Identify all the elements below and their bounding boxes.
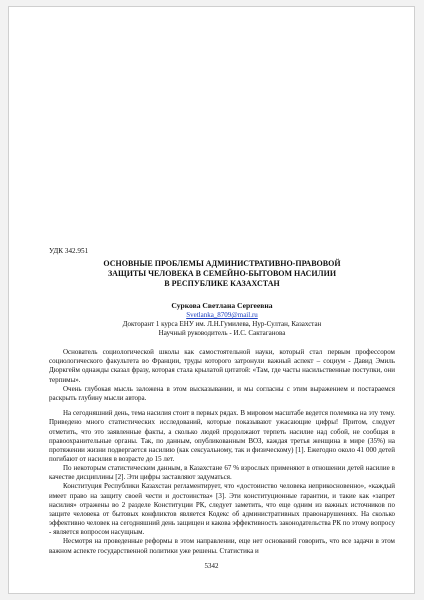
author-affiliation: Докторант 1 курса ЕНУ им. Л.Н.Гумилева, Нур-Султан, Казахстан	[122, 320, 322, 328]
body-paragraph: На сегодняшний день, тема насилия стоит в первых рядах. В мировом масштабе ведется полемика на эту тему. Приведено много статистических исследований, которые показывают ужасающие цифры! Притом, следует отметить, что это заявленные факты, а сколько людей продолжают терпеть насилие над собой, не сообщая в правоохранительные органы. Так, по данным, опубликованным ВОЗ, каждая третья женщина в мире (35%) на протяжении жизни подвергается насилию (как сексуальному, так и физическому) [1]. Ежегодно около 41 000 детей погибают от насилия в возрасте до 15 лет.	[49, 409, 395, 463]
title-line: ЗАЩИТЫ ЧЕЛОВЕКА В СЕМЕЙНО-БЫТОВОМ НАСИЛИИ	[107, 268, 337, 278]
udk-code: УДК 342.951	[49, 247, 89, 255]
body-paragraph: Конституция Республики Казахстан регламентирует, что «достоинство человека неприкосновенно», «каждый имеет право на защиту своей чести и достоинства» [3]. Эти конституционные гарантии, и такие как «запрет насилия» отражены во 2 разделе Конституции РК, следует заметить, что еще одним из важных источников по защите человека от бытовых конфликтов является Кодекс об административных правонарушениях. На сколько эффективно человек на сегодняшний день защищен и какова эффективность законодательства РК по этому вопросу - является вопросом насущным.	[49, 482, 395, 537]
body-paragraph: Несмотря на проведенные реформы в этом направлении, еще нет оснований говорить, что все задачи в этом важном аспекте государственной политики уже решены. Статистика и	[49, 537, 395, 555]
article-content	[49, 247, 395, 556]
epigraph-comment: Очень глубокая мысль заложена в этом высказывании, и мы согласны с этим выражением и постараемся раскрыть глубину мысли автора.	[49, 384, 395, 403]
title-line: В РЕСПУБЛИКЕ КАЗАХСТАН	[164, 278, 280, 288]
title-line: ОСНОВНЫЕ ПРОБЛЕМЫ АДМИНИСТРАТИВНО-ПРАВОВОЙ	[103, 258, 341, 268]
author-email-link[interactable]: Svetlanka_8709@mail.ru	[186, 311, 258, 319]
document-page	[8, 6, 415, 594]
author-name: Суркова Светлана Сергеевна	[171, 300, 273, 310]
page-number: 5342	[204, 562, 219, 570]
body-paragraph: По некоторым статистическим данным, в Казахстане 67 % взрослых применяют в отношении детей насилие в качестве дисциплины [2]. Эти цифры заставляют задуматься.	[49, 464, 395, 482]
author-email-line	[49, 311, 395, 320]
epigraph-text: Основатель социологической школы как самостоятельной науки, который стал первым профессором социологического факультета во Франции, труды которого затронули важный аспект – социум - Давид Эмиль Дюркгейм однажды сказал фразу, которая стала крылатой цитатой: «Там, где часты насильственные поступки, они терпимы».	[49, 348, 395, 384]
article-title	[49, 259, 395, 289]
scientific-supervisor: Научный руководитель - И.С. Сактаганова	[158, 329, 286, 337]
epigraph-block	[49, 348, 395, 403]
